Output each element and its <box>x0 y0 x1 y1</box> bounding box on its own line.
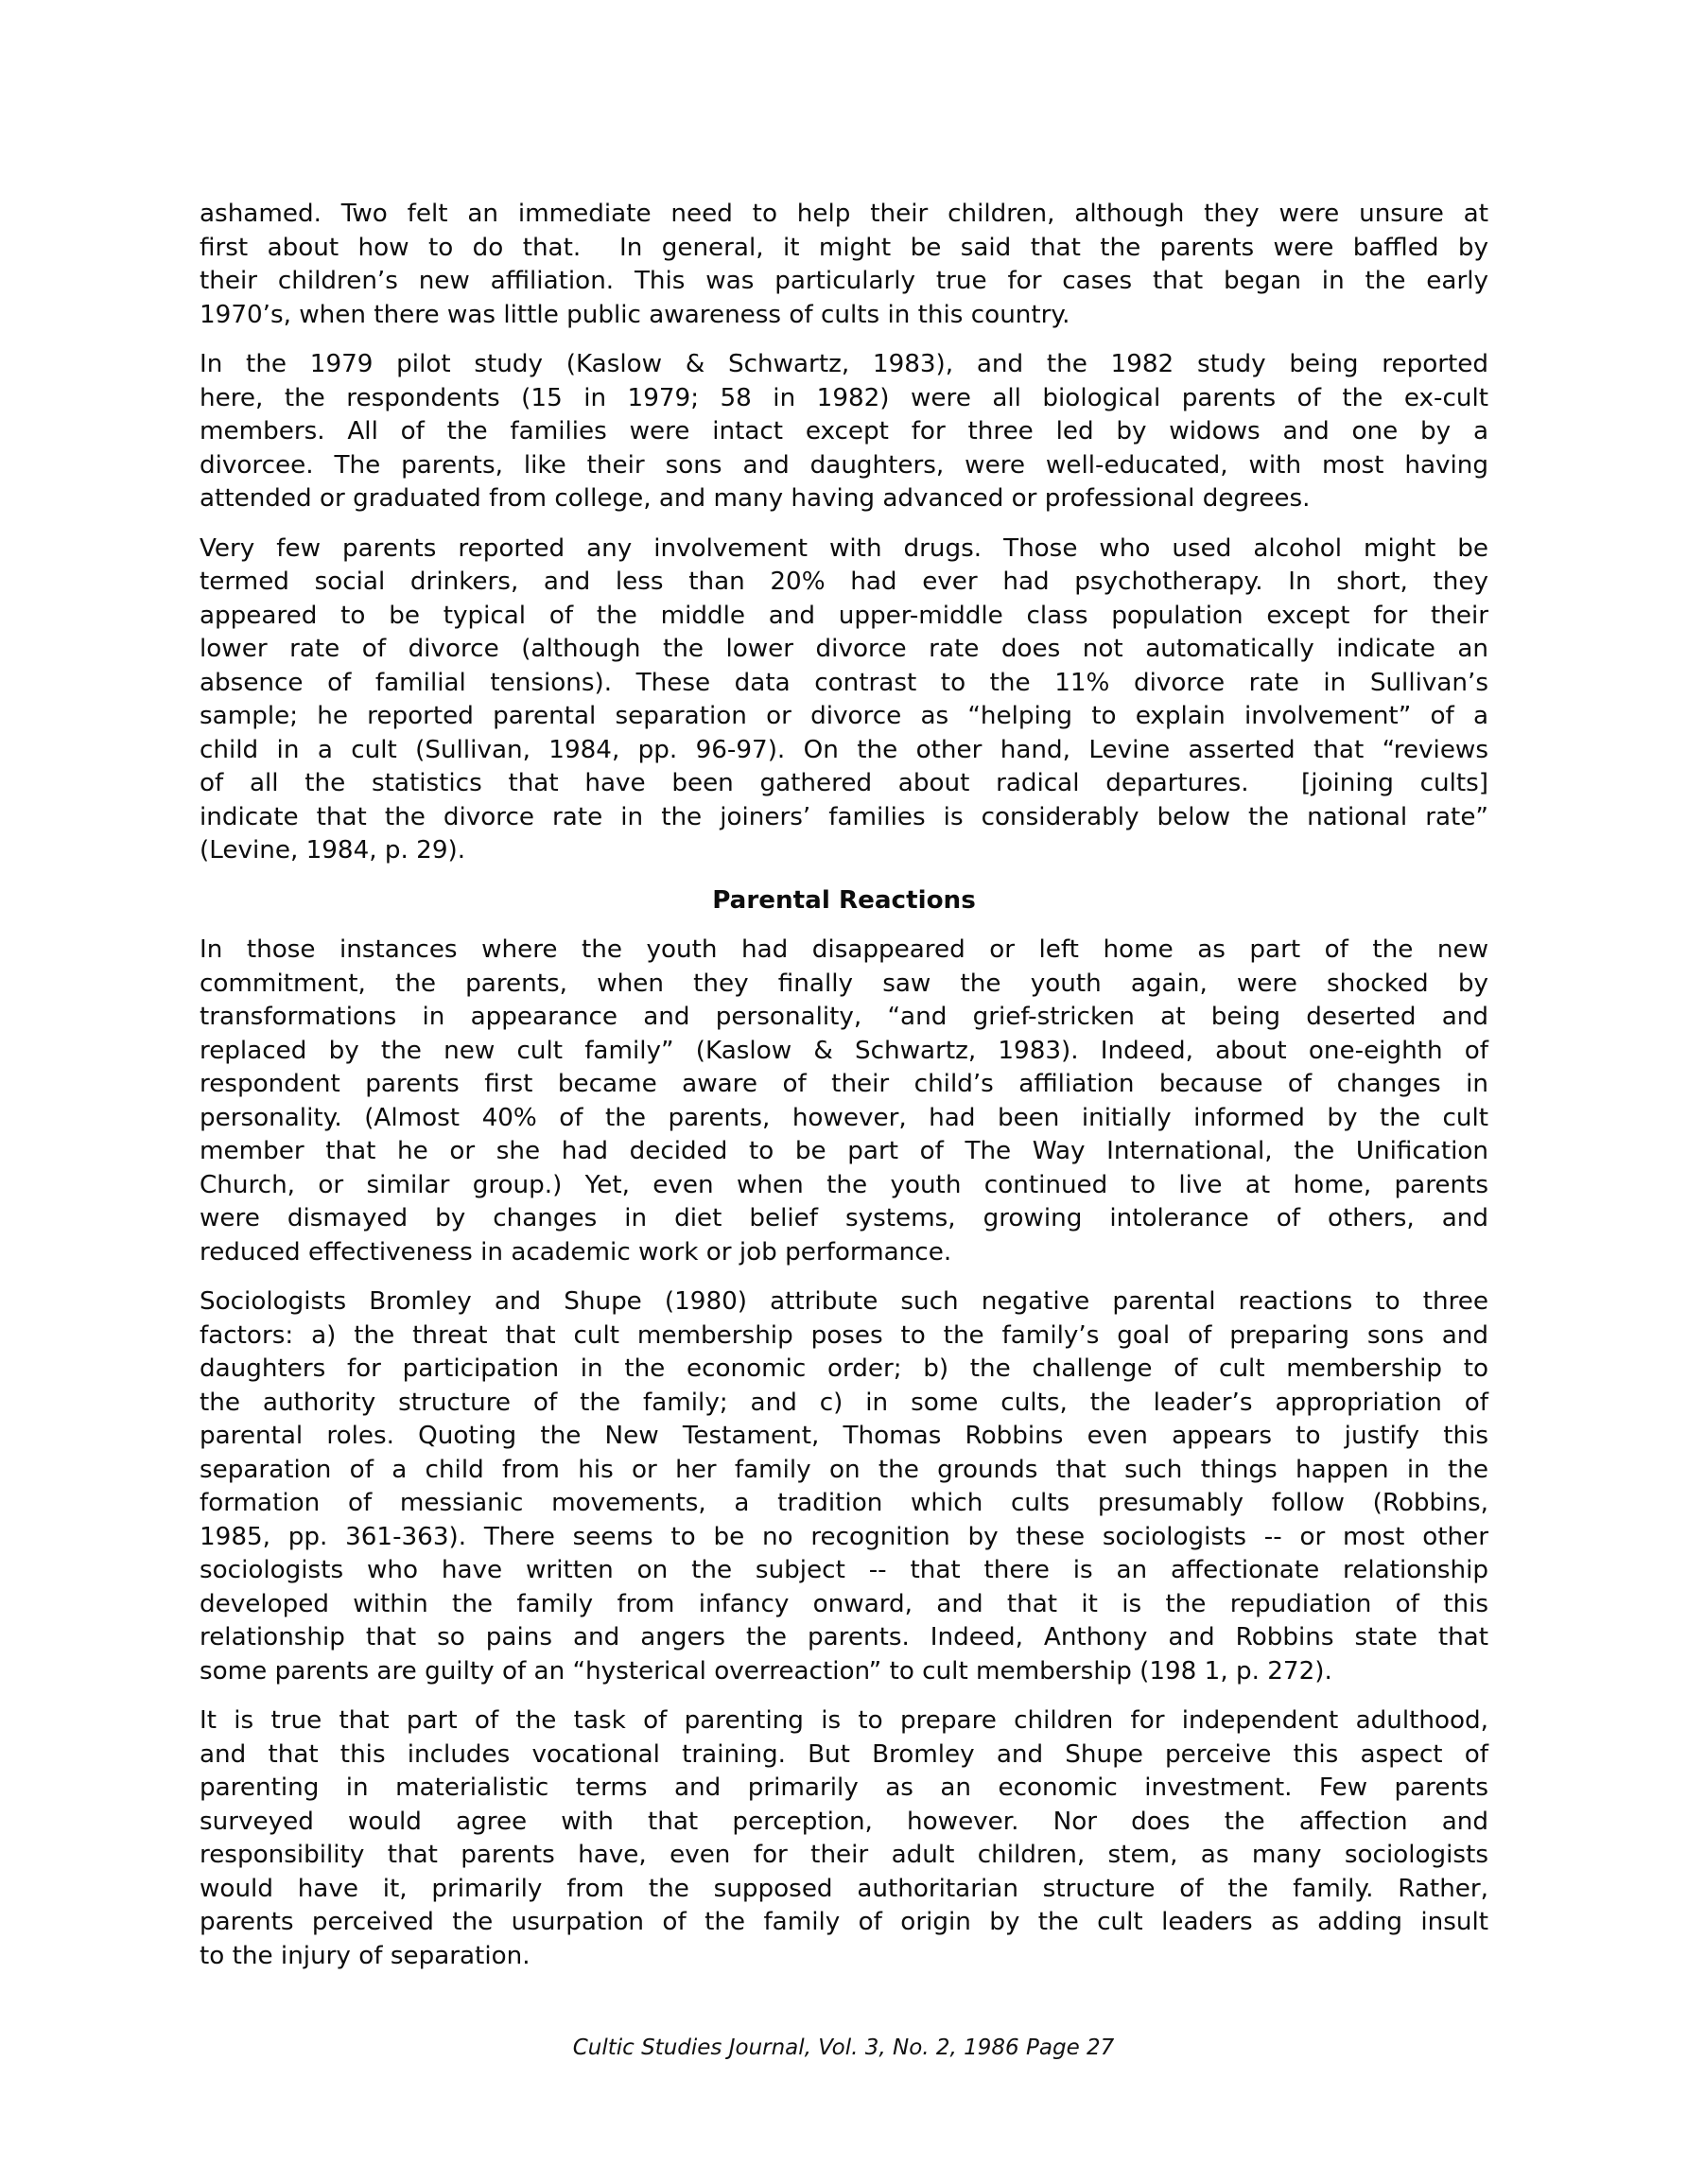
text-line: sample; he reported parental separation or divorce as “helping to explain involvement” of a <box>200 702 1488 730</box>
text-line: Church, or similar group.) Yet, even when the youth continued to live at home, parents <box>200 1170 1488 1199</box>
text-line: divorcee. The parents, like their sons and daughters, were well-educated, with most having <box>200 450 1488 480</box>
text-line: (Levine, 1984, p. 29). <box>200 836 466 865</box>
text-line: separation of a child from his or her family on the grounds that such things happen in the <box>200 1455 1488 1484</box>
text-line: termed social drinkers, and less than 20% had ever had psychotherapy. In short, they <box>200 568 1488 596</box>
text-line: It is true that part of the task of parenting is to prepare children for independent adulthood, <box>200 1706 1488 1735</box>
text-line: were dismayed by changes in diet belief systems, growing intolerance of others, and <box>200 1204 1488 1232</box>
text-line: 1970’s, when there was little public awareness of cults in this country. <box>200 300 1070 329</box>
text-line: sociologists who have written on the subject -- that there is an affectionate relationship <box>200 1556 1488 1584</box>
text-line: indicate that the divorce rate in the joiners’ families is considerably below the national rate” <box>200 802 1488 831</box>
paragraph-6 <box>200 1704 1488 1973</box>
text-line: daughters for participation in the economic order; b) the challenge of cult membership to <box>200 1354 1488 1383</box>
text-line: the authority structure of the family; and c) in some cults, the leader’s appropriation of <box>200 1388 1488 1417</box>
text-line: parenting in materialistic terms and primarily as an economic investment. Few parents <box>200 1773 1488 1802</box>
text-line: reduced effectiveness in academic work or job performance. <box>200 1237 952 1267</box>
text-line: responsibility that parents have, even for their adult children, stem, as many sociologists <box>200 1841 1488 1869</box>
text-line: some parents are guilty of an “hysterical overreaction” to cult membership (198 1, p. 272). <box>200 1656 1332 1686</box>
page-body <box>200 198 1488 1989</box>
text-line: surveyed would agree with that perception, however. Nor does the affection and <box>200 1807 1488 1836</box>
text-line: and that this includes vocational training. But Bromley and Shupe perceive this aspect of <box>200 1739 1488 1769</box>
text-line: appeared to be typical of the middle and upper-middle class population except for their <box>200 601 1488 630</box>
text-line: first about how to do that. In general, it might be said that the parents were baffled by <box>200 233 1488 262</box>
text-line: transformations in appearance and personality, “and grief-stricken at being deserted and <box>200 1003 1488 1031</box>
text-line: formation of messianic movements, a tradition which cults presumably follow (Robbins, <box>200 1489 1488 1517</box>
text-line: relationship that so pains and angers the parents. Indeed, Anthony and Robbins state that <box>200 1623 1488 1651</box>
section-heading: Parental Reactions <box>712 885 976 915</box>
text-line: of all the statistics that have been gathered about radical departures. [joining cults] <box>200 769 1488 797</box>
text-line: developed within the family from infancy onward, and that it is the repudiation of this <box>200 1589 1488 1618</box>
text-line: child in a cult (Sullivan, 1984, pp. 96-97). On the other hand, Levine asserted that “reviews <box>200 735 1488 764</box>
text-line: factors: a) the threat that cult membership poses to the family’s goal of preparing sons and <box>200 1320 1488 1350</box>
text-line: member that he or she had decided to be part of The Way International, the Unification <box>200 1137 1488 1165</box>
text-line: Sociologists Bromley and Shupe (1980) attribute such negative parental reactions to three <box>200 1287 1488 1316</box>
paragraph-2 <box>200 348 1488 516</box>
text-line: In those instances where the youth had disappeared or left home as part of the new <box>200 935 1488 964</box>
paragraph-1 <box>200 198 1488 332</box>
text-line: absence of familial tensions). These data contrast to the 11% divorce rate in Sullivan’s <box>200 668 1488 697</box>
text-line: personality. (Almost 40% of the parents, however, had been initially informed by the cult <box>200 1103 1488 1132</box>
text-line: lower rate of divorce (although the lower divorce rate does not automatically indicate an <box>200 635 1488 663</box>
text-line: replaced by the new cult family” (Kaslow & Schwartz, 1983). Indeed, about one-eighth of <box>200 1036 1488 1065</box>
text-line: here, the respondents (15 in 1979; 58 in 1982) were all biological parents of the ex-cult <box>200 383 1488 412</box>
text-line: to the injury of separation. <box>200 1941 530 1970</box>
paragraph-5 <box>200 1285 1488 1688</box>
page-footer: Cultic Studies Journal, Vol. 3, No. 2, 1986 Page 27 <box>572 2035 1115 2060</box>
text-line: commitment, the parents, when they finally saw the youth again, were shocked by <box>200 969 1488 998</box>
text-line: members. All of the families were intact except for three led by widows and one by a <box>200 417 1488 446</box>
text-line: parental roles. Quoting the New Testament, Thomas Robbins even appears to justify this <box>200 1422 1488 1450</box>
text-line: ashamed. Two felt an immediate need to help their children, although they were unsure at <box>200 200 1488 228</box>
text-line: would have it, primarily from the supposed authoritarian structure of the family. Rather, <box>200 1874 1488 1903</box>
text-line: attended or graduated from college, and many having advanced or professional degrees. <box>200 484 1311 513</box>
text-line: Very few parents reported any involvement with drugs. Those who used alcohol might be <box>200 533 1488 563</box>
text-line: respondent parents first became aware of their child’s affiliation because of changes in <box>200 1070 1488 1098</box>
paragraph-3 <box>200 533 1488 868</box>
text-line: their children’s new affiliation. This was particularly true for cases that began in the early <box>200 267 1488 295</box>
text-line: 1985, pp. 361-363). There seems to be no recognition by these sociologists -- or most other <box>200 1522 1488 1551</box>
text-line: In the 1979 pilot study (Kaslow & Schwartz, 1983), and the 1982 study being reported <box>200 350 1488 378</box>
paragraph-4 <box>200 934 1488 1269</box>
text-line: parents perceived the usurpation of the family of origin by the cult leaders as adding insult <box>200 1908 1488 1936</box>
